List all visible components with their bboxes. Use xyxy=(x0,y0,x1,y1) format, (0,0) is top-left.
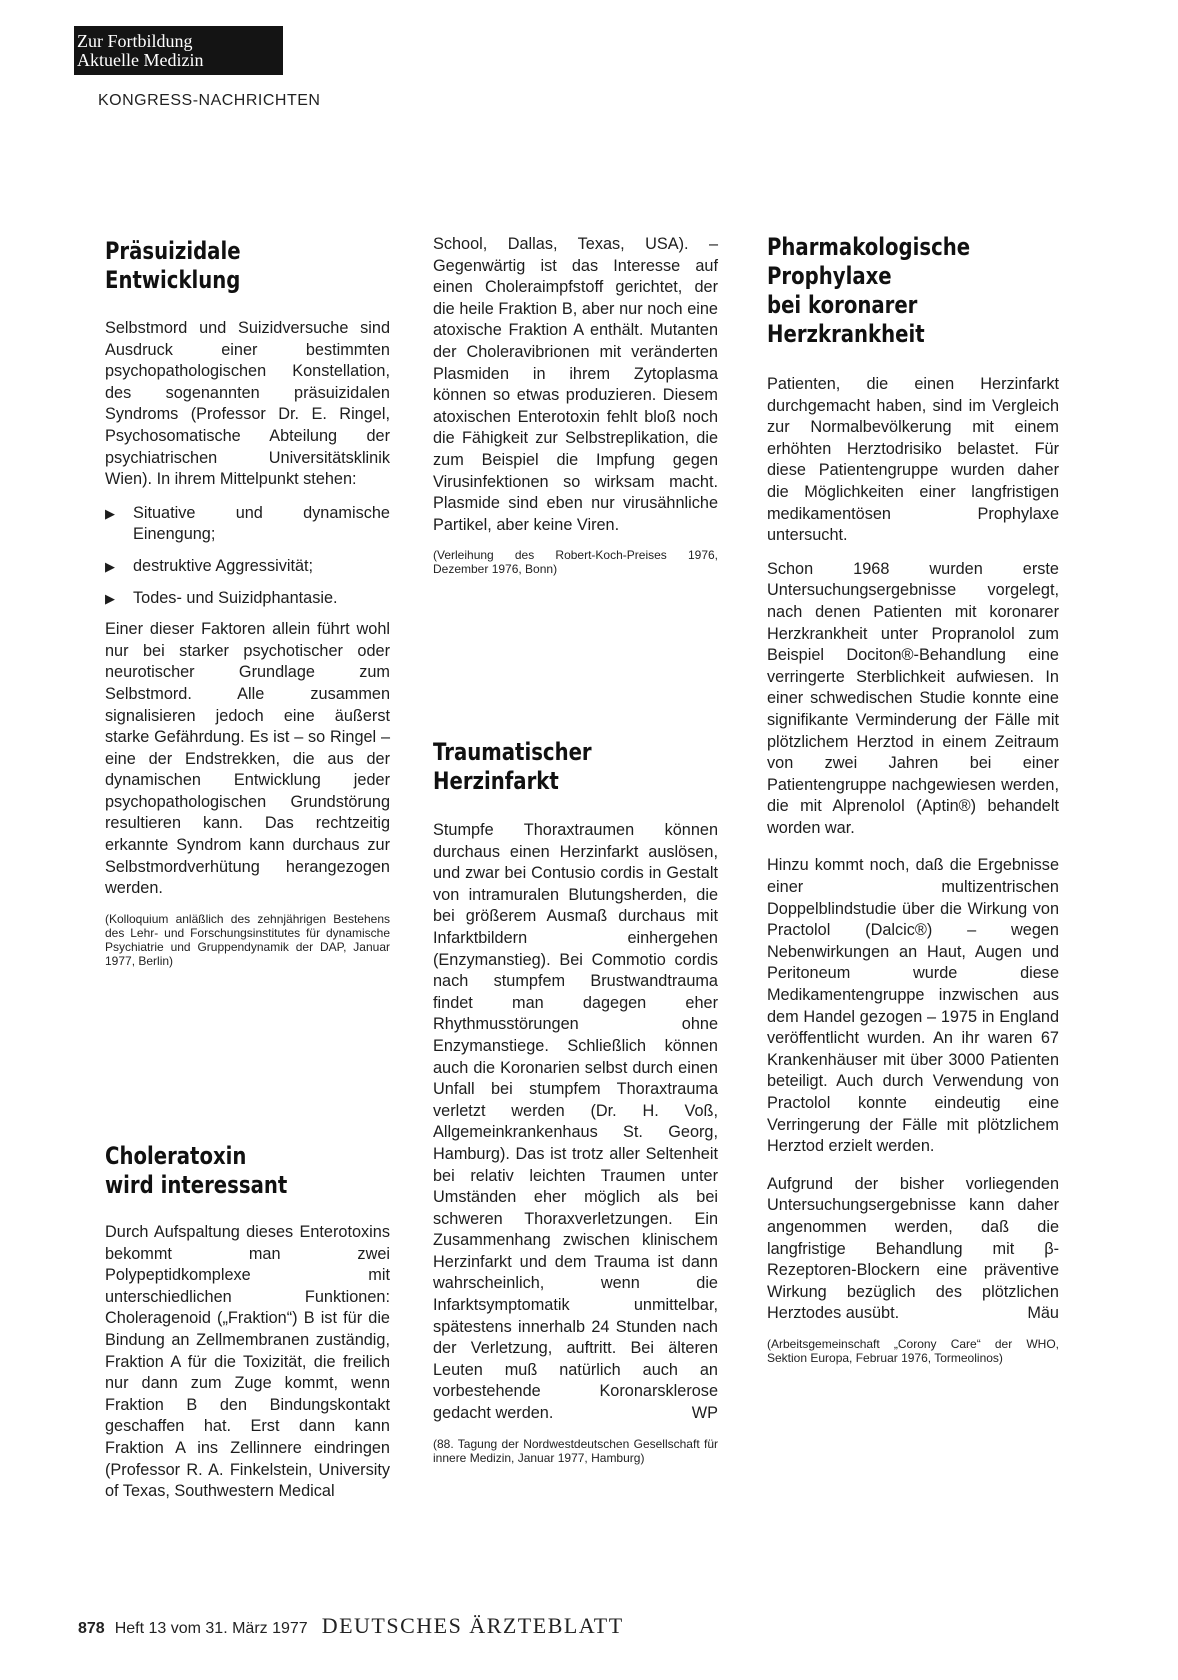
article-1-paragraph: Einer dieser Faktoren allein führt wohl nur bei starker psychotischer oder neurotischer Grundlage zum Selbstmord. Alle zusammen signalisieren jedoch eine äußerst starke Gefährdung. Es ist – so Ringel – eine der Endstrekken, die aus der dynamischen Entwicklung jeder psychopathologischen Grundstörung resultieren kann. Das rechtzeitig erkannte Syndrom kann durchaus zur Selbstmordverhütung herangezogen werden. xyxy=(105,620,390,898)
article-3-body xyxy=(433,820,718,1465)
article-3-paragraph: Stumpfe Thoraxtraumen können durchaus einen Herzinfarkt auslösen, und zwar bei Contusio cordis in Gestalt von intramuralen Blutungsherden, die bei größerem Ausmaß durchaus mit Infarktbildern einhergehen (Enzymanstieg). Bei Commotio cordis nach stumpfem Brustwandtrauma findet man dagegen eher Rhythmusstörungen ohne Enzymanstiege. Schließlich können auch die Koronarien selbst durch einen Unfall bei stumpfem Thoraxtrauma verletzt werden (Dr. H. Voß, Allgemeinkrankenhaus St. Georg, Hamburg). Das ist trotz aller Seltenheit bei relativ leichten Traumen unter Umständen eher möglich als bei schweren Thoraxverletzungen. Ein Zusammenhang zwischen klinischem Herzinfarkt und dem Trauma ist dann wahrscheinlich, wenn die Infarktsymptomatik unmittelbar, spätestens innerhalb 24 Stunden nach der Verletzung, auftritt. Bei älteren Leuten muß natürlich auch an vorbestehende Koronarsklerose gedacht werden. xyxy=(433,821,718,1423)
article-3-signature: WP xyxy=(691,1404,718,1423)
issue-info: Heft 13 vom 31. März 1977 xyxy=(114,1620,308,1637)
rubric-line-2: Aktuelle Medizin xyxy=(77,50,204,70)
page-number: 878 xyxy=(78,1620,105,1637)
page-footer xyxy=(78,1613,624,1639)
article-4-paragraph-1: Patienten, die einen Herzinfarkt durchgemacht haben, sind im Vergleich zur Normalbevölkerung mit einem erhöhten Herztodrisiko belastet. Für diese Patientengruppe wurden daher die Möglichkeiten einer langfristigen medikamentösen Prophylaxe untersucht. xyxy=(767,375,1059,545)
article-1-title: Präsuizidale Entwicklung xyxy=(105,237,241,294)
list-item: ▶ Todes- und Suizidphantasie. xyxy=(105,588,390,610)
article-3-source: (88. Tagung der Nordwestdeutschen Gesellschaft für innere Medizin, Januar 1977, Hamburg) xyxy=(433,1436,718,1465)
article-4-title: Pharmakologische Prophylaxe bei koronarer Herzkrankheit xyxy=(767,233,971,348)
bullet-triangle-icon: ▶ xyxy=(105,505,115,521)
rubric-box xyxy=(74,26,283,75)
list-item: ▶ Situative und dynamische Einengung; xyxy=(105,503,390,546)
magazine-name: DEUTSCHES ÄRZTEBLATT xyxy=(321,1613,624,1638)
section-label: KONGRESS-NACHRICHTEN xyxy=(98,92,321,109)
article-2-title: Choleratoxin wird interessant xyxy=(105,1142,288,1199)
article-2-body-part-2: School, Dallas, Texas, USA). – Gegenwärtig ist das Interesse auf einen Choleraimpfstoff gerichtet, der die heile Fraktion B, aber nur noch eine atoxische Fraktion A enthält. Mutanten der Choleravibrionen mit veränderten Plasmiden in ihrem Zytoplasma können so etwas produzieren. Diesem atoxischen Enterotoxin fehlt bloß noch die Fähigkeit zur Selbstreplikation, die zum Beispiel die Impfung gegen Virusinfektionen so wirksam macht. Plasmide sind eben nur virusähnliche Partikel, aber keine Viren. (Verleihung des Robert-Koch-Preises 1976, Dezember 1976, Bonn) xyxy=(433,235,718,577)
article-2-source: (Verleihung des Robert-Koch-Preises 1976, Dezember 1976, Bonn) xyxy=(433,548,718,577)
bullet-triangle-icon: ▶ xyxy=(105,590,115,606)
article-4-paragraph-2: Schon 1968 wurden erste Untersuchungsergebnisse vorgelegt, nach denen Patienten mit koronarer Herzkrankheit unter Propranolol zum Beispiel Dociton®-Behandlung eine verringerte Sterblichkeit aufwiesen. In einer schwedischen Studie konnte eine signifikante Verminderung der Fälle mit plötzlichem Herztod in einem Zeitraum von zwei Jahren bei einer Patientengruppe nachgewiesen werden, die mit Alprenolol (Aptin®) behandelt worden war. xyxy=(767,559,1059,837)
article-4-paragraph-3: Hinzu kommt noch, daß die Ergebnisse einer multizentrischen Doppelblindstudie über die Wirkung von Practolol (Dalcic®) – wegen Nebenwirkungen an Haut, Augen und Peritoneum wurde diese Medikamentengruppe inzwischen aus dem Handel gezogen – 1975 in England veröffentlicht wurden. An ihr waren 67 Krankenhäuser mit über 3000 Patienten beteiligt. Auch durch Verwendung von Practolol konnte eindeutig eine Verringerung der Fälle mit plötzlichem Herztod erzielt werden. xyxy=(767,856,1059,1156)
article-3-title: Traumatischer Herzinfarkt xyxy=(433,738,592,795)
article-4-body xyxy=(767,374,1059,1365)
article-2-body-part-1: Durch Aufspaltung dieses Enterotoxins bekommt man zwei Polypeptidkomplexe mit unterschiedlichen Funktionen: Choleragenoid („Fraktion“) B ist für die Bindung an Zellmembranen zuständig, Fraktion A für die Toxizität, die freilich nur dann zum Zuge kommt, wenn Fraktion B den Bindungskontakt geschaffen hat. Erst dann kann Fraktion A ins Zellinnere eindringen (Professor R. A. Finkelstein, University of Texas, Southwestern Medical xyxy=(105,1223,390,1501)
article-4-signature: Mäu xyxy=(1027,1304,1059,1323)
article-4-paragraph-4: Aufgrund der bisher vorliegenden Untersuchungsergebnisse kann daher angenommen werden, daß die langfristige Behandlung mit β-Rezeptoren-Blockern eine präventive Wirkung bezüglich des plötzlichen Herztodes ausübt. xyxy=(767,1174,1059,1323)
article-1-source: (Kolloquium anläßlich des zehnjährigen Bestehens des Lehr- und Forschungsinstitutes für dynamische Psychiatrie und Gruppendynamik der DAP, Januar 1977, Berlin) xyxy=(105,911,390,968)
article-4-source: (Arbeitsgemeinschaft „Corony Care“ der WHO, Sektion Europa, Februar 1976, Tormeolinos) xyxy=(767,1336,1059,1365)
rubric-line-1: Zur Fortbildung xyxy=(77,31,193,51)
bullet-triangle-icon: ▶ xyxy=(105,558,115,574)
list-item: ▶ destruktive Aggressivität; xyxy=(105,556,390,578)
article-1-body xyxy=(105,318,390,968)
article-1-intro: Selbstmord und Suizidversuche sind Ausdruck einer bestimmten psychopathologischen Konstellation, des sogenannten präsuizidalen Syndroms (Professor Dr. E. Ringel, Psychosomatische Abteilung der psychiatrischen Universitätsklinik Wien). In ihrem Mittelpunkt stehen: xyxy=(105,319,390,489)
